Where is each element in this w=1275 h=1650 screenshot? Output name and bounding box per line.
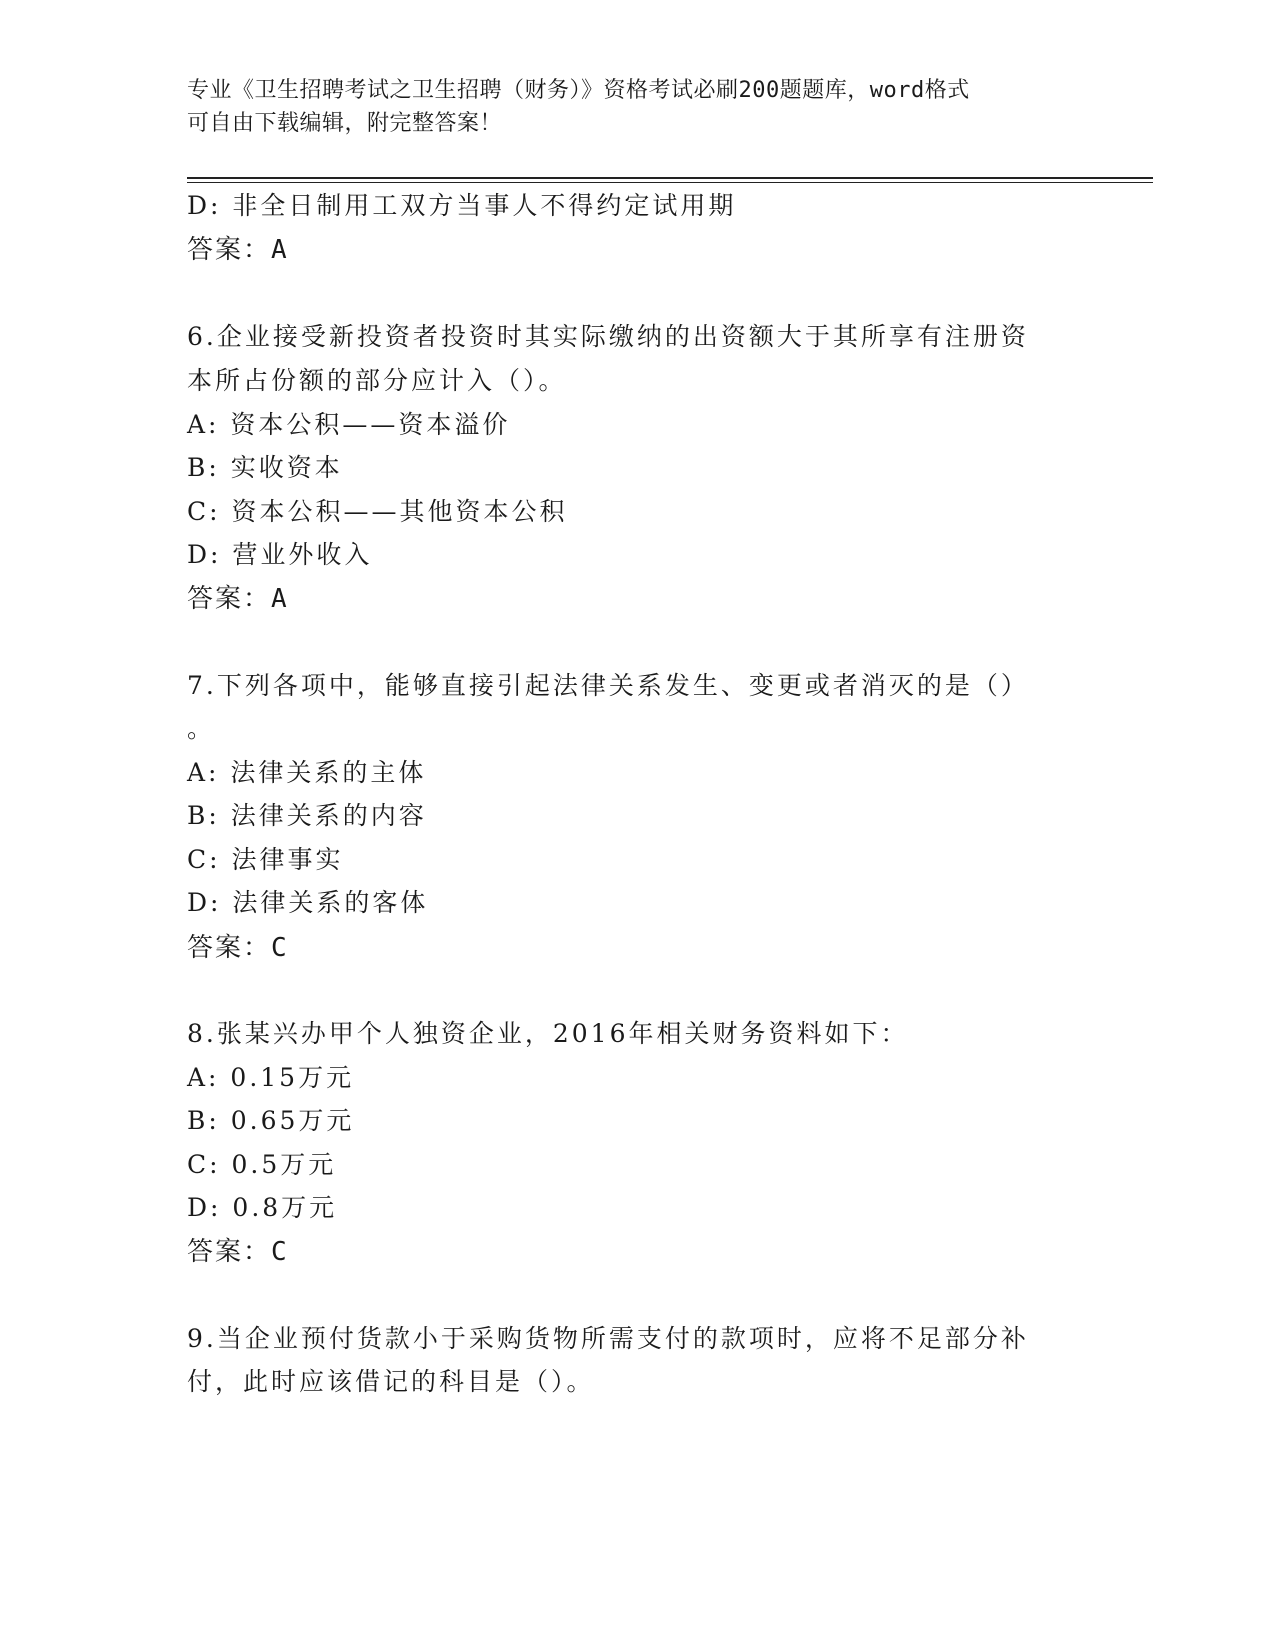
answer-value: A <box>271 235 289 265</box>
question-8-option-a: A: 0.15万元 <box>187 1063 355 1092</box>
question-6-stem-line-1: 6.企业接受新投资者投资时其实际缴纳的出资额大于其所享有注册资 <box>187 322 1029 351</box>
answer-value: C <box>271 933 289 963</box>
prev-answer <box>187 229 289 266</box>
answer-label: 答案： <box>187 235 272 265</box>
question-7-option-c: C: 法律事实 <box>187 845 344 874</box>
question-6-option-a: A: 资本公积——资本溢价 <box>187 410 511 439</box>
question-6-option-d: D: 营业外收入 <box>187 540 373 569</box>
question-7-option-d: D: 法律关系的客体 <box>187 888 429 917</box>
answer-label: 答案： <box>187 933 272 963</box>
question-6-option-b: B: 实收资本 <box>187 453 343 482</box>
question-9-stem-line-1: 9.当企业预付货款小于采购货物所需支付的款项时，应将不足部分补 <box>187 1324 1029 1353</box>
question-7-stem-line-1: 7.下列各项中，能够直接引起法律关系发生、变更或者消灭的是（） <box>187 671 1029 700</box>
question-7-answer <box>187 927 289 964</box>
answer-value: C <box>271 1237 289 1267</box>
question-7-option-a: A: 法律关系的主体 <box>187 758 427 787</box>
question-8-option-c: C: 0.5万元 <box>187 1150 337 1179</box>
header-divider <box>187 177 1153 183</box>
page-header <box>187 74 1087 140</box>
question-6-option-c: C: 资本公积——其他资本公积 <box>187 497 568 526</box>
answer-value: A <box>271 584 289 614</box>
answer-label: 答案： <box>187 584 272 614</box>
answer-label: 答案： <box>187 1237 272 1267</box>
question-6-answer <box>187 578 289 615</box>
question-7-option-b: B: 法律关系的内容 <box>187 801 427 830</box>
question-8-option-d: D: 0.8万元 <box>187 1193 338 1222</box>
question-8-stem-line-1: 8.张某兴办甲个人独资企业，2016年相关财务资料如下： <box>187 1019 909 1048</box>
question-8-option-b: B: 0.65万元 <box>187 1106 355 1135</box>
header-line-1: 专业《卫生招聘考试之卫生招聘（财务）》资格考试必刷200题题库，word格式 <box>187 78 970 103</box>
prev-option-d: D: 非全日制用工双方当事人不得约定试用期 <box>187 191 737 220</box>
header-line-2: 可自由下载编辑，附完整答案！ <box>187 111 503 136</box>
question-6-stem-line-2: 本所占份额的部分应计入（）。 <box>187 366 567 395</box>
question-8-answer <box>187 1231 289 1268</box>
question-9-stem-line-2: 付，此时应该借记的科目是（）。 <box>187 1367 595 1396</box>
question-7-stem-line-2: 。 <box>187 714 216 743</box>
